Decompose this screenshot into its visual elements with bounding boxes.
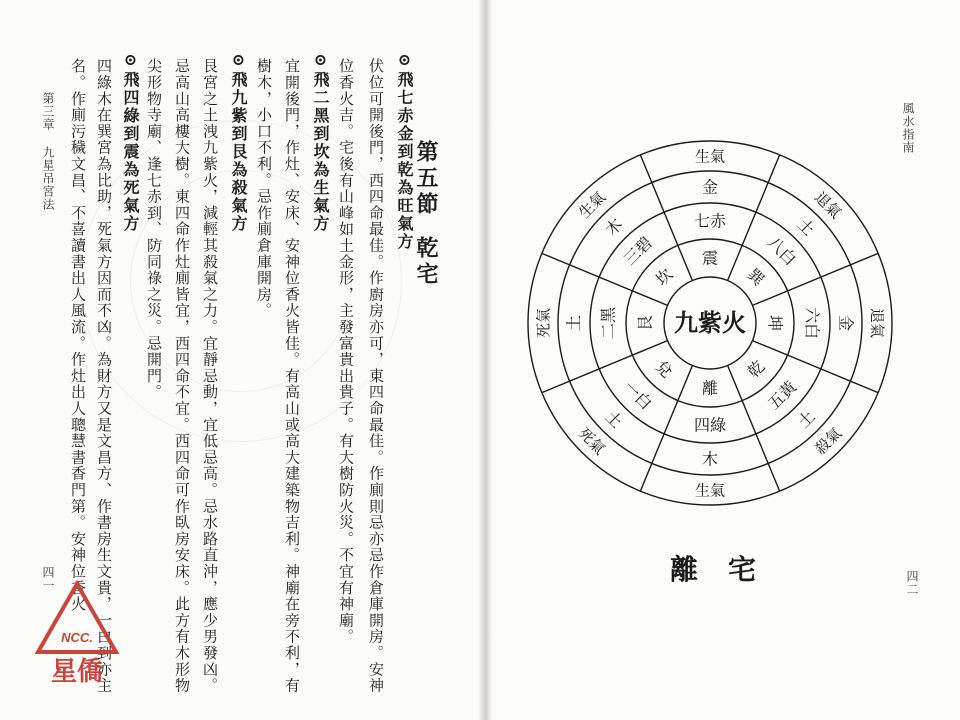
page-number: 四二 xyxy=(905,570,919,596)
column-heading: ⊙飛七赤金到乾為旺氣方 xyxy=(395,50,414,251)
star-label: 二黑 xyxy=(598,306,618,340)
palace-label: 艮 xyxy=(635,314,655,332)
page-number: 四一 xyxy=(41,566,55,592)
body-column: 忌高山高樓大樹。東四命作灶廁皆宜，西四命不宜。西四命可作臥房安床。此方有木形物 xyxy=(173,58,191,694)
stamp-text-top: NCC. xyxy=(61,630,93,645)
star-label: 五黃 xyxy=(764,377,801,414)
running-head: 風水指南 xyxy=(901,102,915,154)
palace-label: 離 xyxy=(701,378,719,398)
palace-label: 坤 xyxy=(765,314,785,332)
qi-label: 死氣 xyxy=(534,307,553,339)
palace-label: 兌 xyxy=(651,356,677,382)
element-label: 土 xyxy=(793,406,819,432)
star-label: 三碧 xyxy=(619,232,656,269)
column-heading: ⊙飛四綠到震為死氣方 xyxy=(121,50,140,233)
body-column: 名。作廁污穢文昌、不喜讀書出人風流。作灶出人聰慧書香門第。安神位香火 xyxy=(69,58,87,613)
palace-label: 巽 xyxy=(743,264,769,290)
star-label: 六白 xyxy=(802,306,822,340)
element-label: 木 xyxy=(601,214,627,240)
palace-label: 乾 xyxy=(743,356,769,382)
qi-label: 殺氣 xyxy=(811,424,846,459)
qi-label: 生氣 xyxy=(575,188,610,223)
palace-label: 坎 xyxy=(651,264,677,290)
ncc-stamp-logo xyxy=(34,580,120,688)
book-gutter xyxy=(478,0,492,720)
body-column: 樹木，小口不利。忌作廁倉庫開房。 xyxy=(255,58,273,319)
qi-label: 退氣 xyxy=(867,307,886,339)
element-label: 土 xyxy=(793,214,819,240)
section-title: 第五節 xyxy=(413,140,439,218)
body-column: 艮宮之土洩九紫火，減輕其殺氣之力。宜靜忌動，宜低忌高。忌水路直沖，應少男發凶。 xyxy=(201,58,219,694)
qi-label: 生氣 xyxy=(694,481,726,500)
palace-label: 震 xyxy=(701,248,719,268)
stamp-text-bottom: 星僑 xyxy=(50,657,104,687)
element-label: 土 xyxy=(601,406,627,432)
element-label: 木 xyxy=(701,449,719,469)
diagram-caption: 離宅 xyxy=(669,553,786,586)
body-column: 宜開後門，作灶、安床、安神位香火皆佳。有高山或高大建築物吉利。神廟在旁不利，有 xyxy=(283,58,301,694)
element-label: 金 xyxy=(836,314,856,332)
star-label: 四綠 xyxy=(693,415,727,435)
qi-label: 生氣 xyxy=(694,147,726,166)
body-column: 伏位可開後門，西四命最佳。作廚房亦可，東四命最佳。作廁則忌亦忌作倉庫開房。安神 xyxy=(367,58,385,694)
star-label: 七赤 xyxy=(693,211,727,231)
column-heading: ⊙飛二黑到坎為生氣方 xyxy=(311,50,330,233)
center-star-label: 九紫火 xyxy=(674,308,746,337)
nine-star-palace-diagram xyxy=(527,130,893,516)
house-title: 乾宅 xyxy=(413,236,439,288)
element-label: 金 xyxy=(701,177,719,197)
qi-label: 退氣 xyxy=(810,188,845,223)
star-label: 八白 xyxy=(764,232,801,269)
element-label: 土 xyxy=(564,314,584,332)
column-heading: ⊙飛九紫到艮為殺氣方 xyxy=(229,50,248,233)
body-column: 四綠木在巽宮為比助，死氣方因而不凶。為財方又是文昌方、作書房生文貴，一白到亦主 xyxy=(95,58,113,694)
qi-label: 死氣 xyxy=(574,424,609,459)
running-head: 第三章 九星吊宮法 xyxy=(41,92,55,211)
star-label: 一白 xyxy=(619,377,656,414)
body-column: 尖形物寺廟、逢七赤到、防同祿之災。忌開門。 xyxy=(145,58,163,401)
body-column: 位香火吉。宅後有山峰如土金形，主發富貴出貴子。有大樹防火災。不宜有神廟。 xyxy=(337,58,355,645)
